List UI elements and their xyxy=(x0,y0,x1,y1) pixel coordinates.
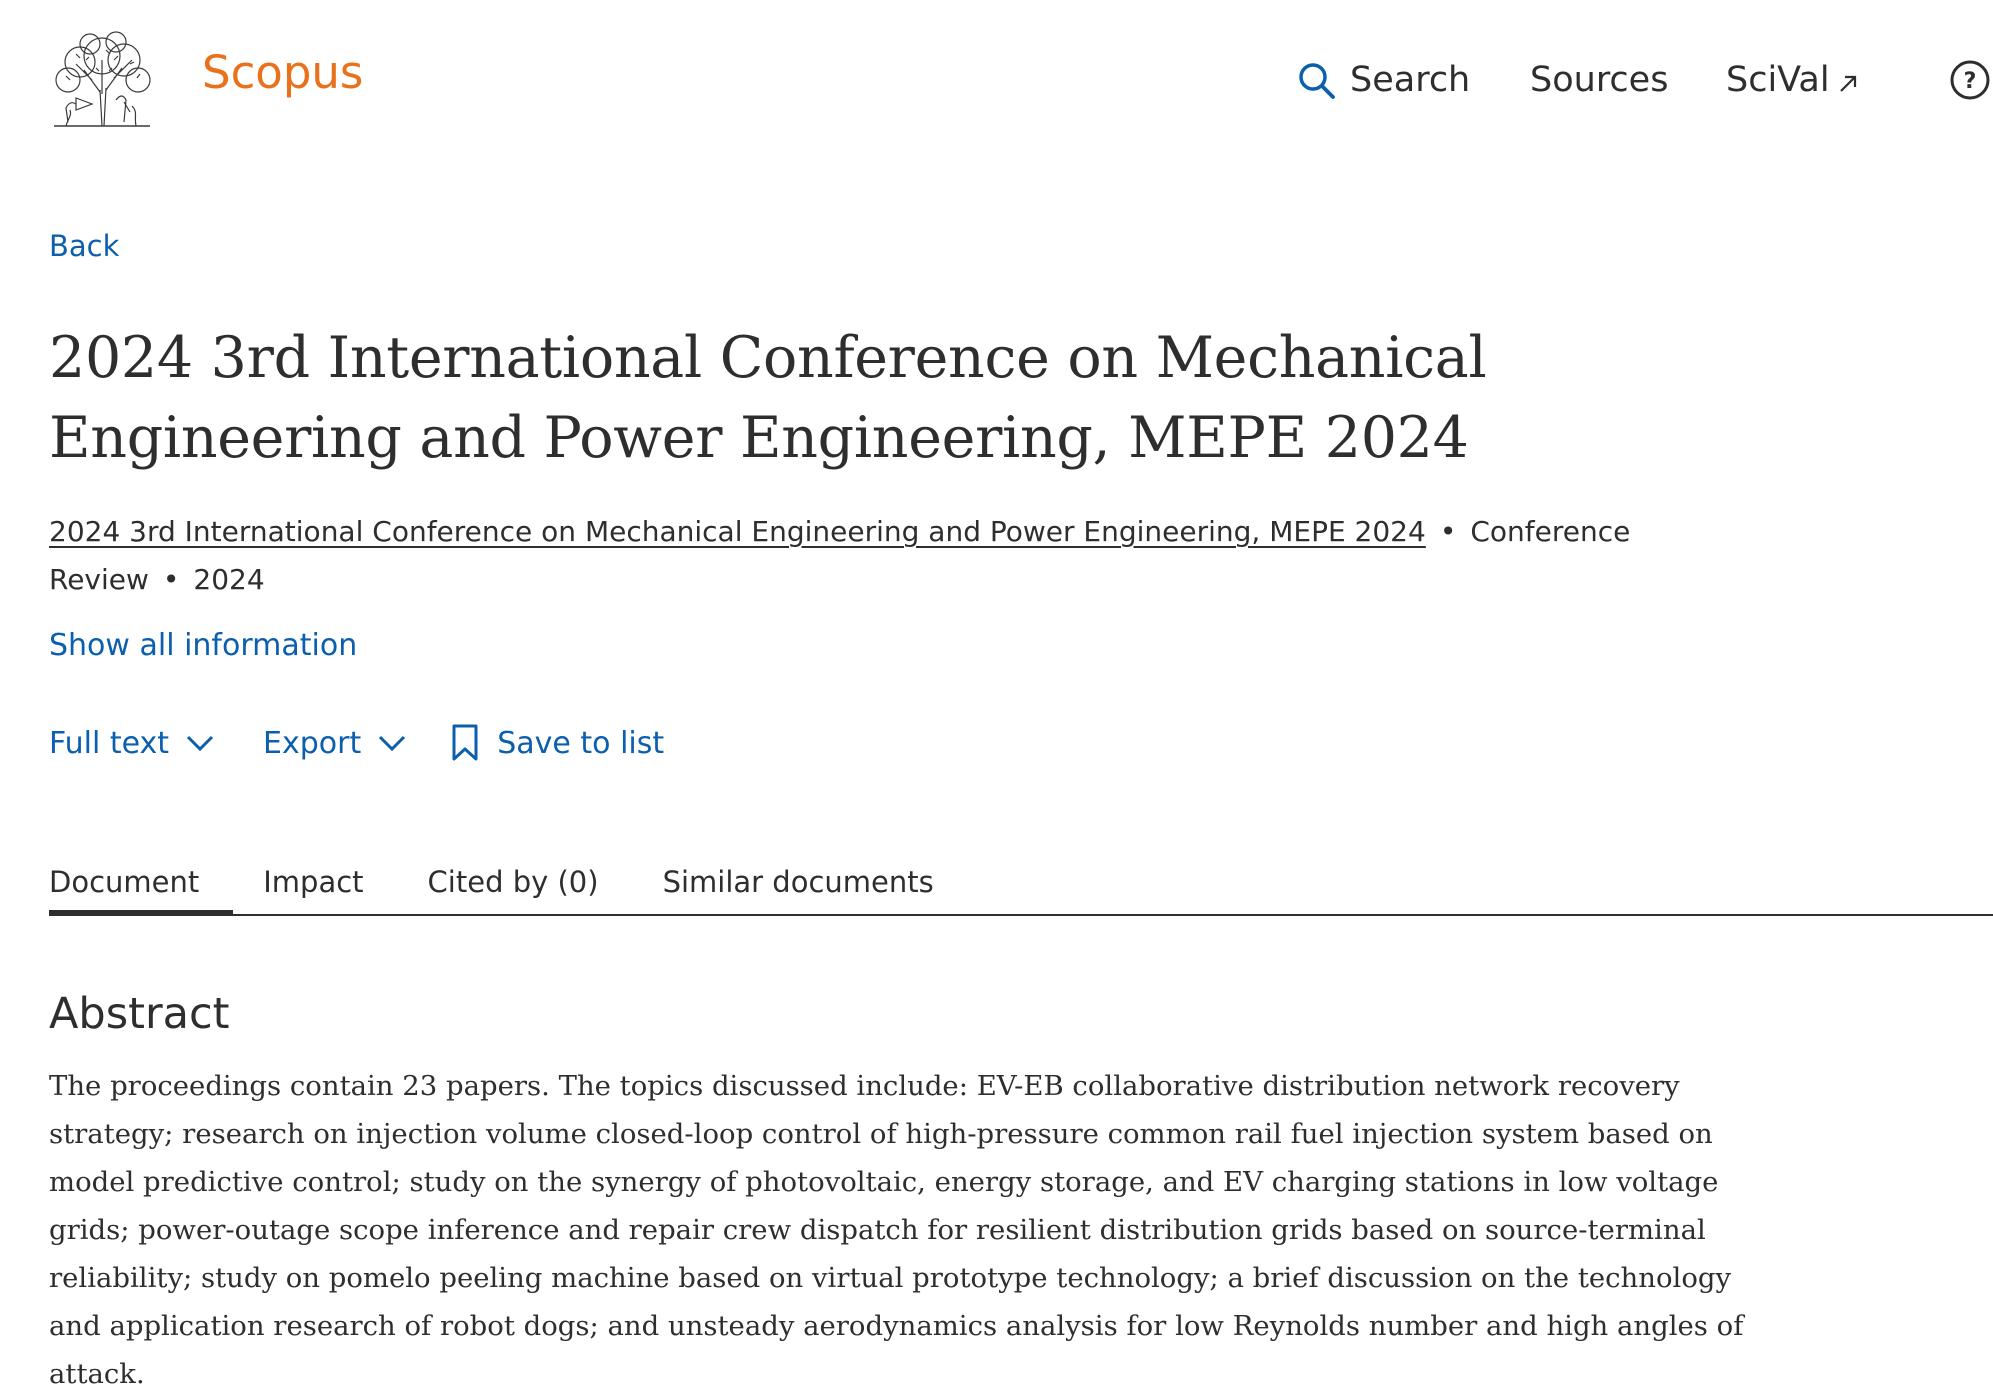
back-link[interactable]: Back xyxy=(49,229,120,263)
help-button[interactable] xyxy=(1948,52,1992,108)
bookmark-icon xyxy=(451,724,479,762)
publication-year: 2024 xyxy=(193,563,265,596)
document-meta xyxy=(49,508,1689,604)
elsevier-tree-logo[interactable] xyxy=(46,30,158,130)
tab-document[interactable]: Document xyxy=(49,856,199,914)
search-icon xyxy=(1296,60,1336,100)
export-label: Export xyxy=(263,725,362,761)
external-link-icon xyxy=(1836,72,1860,96)
source-title-link[interactable]: 2024 3rd International Conference on Mechanical Engineering and Power Engineering, MEPE 2024 xyxy=(49,515,1426,548)
top-header xyxy=(0,0,1993,140)
full-text-label: Full text xyxy=(49,725,170,761)
tab-similar-documents[interactable]: Similar documents xyxy=(662,865,934,899)
chevron-down-icon xyxy=(185,733,215,753)
nav-sources[interactable] xyxy=(1530,52,1668,108)
nav-sources-label: Sources xyxy=(1530,60,1669,100)
abstract-text: The proceedings contain 23 papers. The topics discussed include: EV-EB collaborative distribution network recovery strategy; research on injection volume closed-loop control of high-pressure common rail fuel injection system based on model predictive control; study on the synergy of photovoltaic, energy storage, and EV charging stations in low voltage grids; power-outage scope inference and repair crew dispatch for resilient distribution grids based on source-terminal reliability; study on pomelo peeling machine based on virtual prototype technology; a brief discussion on the technology and application research of robot dogs; and unsteady aerodynamics analysis for low Reynolds number and high angles of attack. xyxy=(49,1070,1744,1390)
document-actions xyxy=(49,715,664,771)
nav-search[interactable] xyxy=(1296,52,1470,108)
tab-cited-by[interactable]: Cited by (0) xyxy=(427,865,599,899)
full-text-button[interactable] xyxy=(49,726,215,761)
nav-scival-label: SciVal xyxy=(1726,60,1830,100)
export-button[interactable] xyxy=(263,726,407,761)
abstract-heading: Abstract xyxy=(49,989,230,1039)
nav-scival[interactable] xyxy=(1726,52,1860,108)
nav-search-label: Search xyxy=(1350,60,1471,100)
save-to-list-label: Save to list xyxy=(497,725,665,761)
show-all-information-link[interactable]: Show all information xyxy=(49,628,358,663)
meta-separator: • xyxy=(162,563,180,596)
chevron-down-icon xyxy=(377,733,407,753)
tab-impact[interactable]: Impact xyxy=(263,865,364,899)
document-type: Conference Review xyxy=(49,515,1631,596)
help-icon xyxy=(1948,58,1992,102)
svg-text:?: ? xyxy=(1963,69,1977,94)
scopus-logo-text[interactable]: Scopus xyxy=(202,46,364,99)
document-title: 2024 3rd International Conference on Mechanical Engineering and Power Engineering, MEPE 2024 xyxy=(49,325,1487,471)
save-to-list-button[interactable] xyxy=(451,724,664,762)
meta-separator: • xyxy=(1439,515,1457,548)
document-tabs xyxy=(49,856,1993,916)
